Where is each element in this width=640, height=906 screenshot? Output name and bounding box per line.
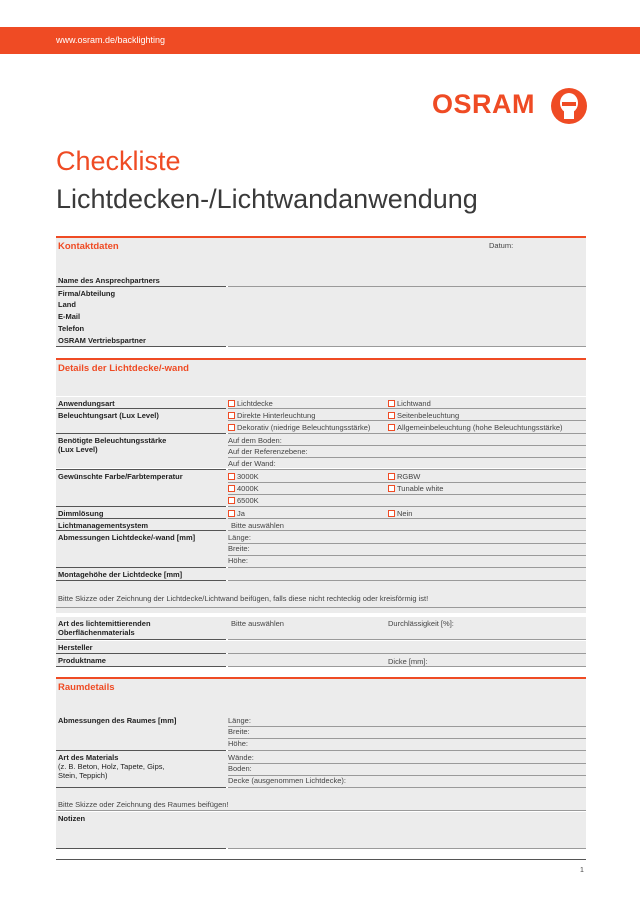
material-row: Art des lichtemittierenden Oberflächenmaterials Bitte auswählen Durchlässigkeit [%]: (56, 617, 586, 639)
material-boden[interactable]: Boden: (228, 764, 252, 773)
field-name[interactable]: Name des Ansprechpartners (56, 274, 586, 286)
raum-material-row: Art des Materials (z. B. Beton, Holz, Tapete, Gips, Stein, Teppich) Wände: Boden: Decke (ausgenommen Lichtdecke): (56, 751, 586, 787)
option-dekorativ[interactable]: Dekorativ (niedrige Beleuchtungsstärke) (228, 423, 370, 432)
produkt-row: Produktname Dicke [mm]: (56, 654, 586, 666)
checkbox-icon[interactable] (388, 412, 395, 419)
top-bar (0, 27, 640, 54)
title-checkliste: Checkliste (56, 146, 181, 176)
dimm-row: Dimmlösung Ja Nein (56, 507, 586, 519)
checkbox-icon[interactable] (228, 400, 235, 407)
title-subject: Lichtdecken-/Lichtwandanwendung (56, 184, 478, 214)
farbe-row: Gewünschte Farbe/Farbtemperatur 3000K RGBW 4000K Tunable white 6500K (56, 470, 586, 506)
bulb-logo-icon (550, 86, 588, 126)
material-select[interactable]: Bitte auswählen (231, 619, 284, 628)
kontakt-heading: Kontaktdaten (58, 241, 119, 252)
durchlaessigkeit-field[interactable]: Durchlässigkeit [%]: (388, 619, 454, 628)
checkbox-icon[interactable] (388, 424, 395, 431)
details-heading: Details der Lichtdecke/-wand (58, 363, 189, 374)
abm-breite[interactable]: Breite: (228, 544, 250, 553)
option-nein[interactable]: Nein (388, 509, 412, 518)
option-ja[interactable]: Ja (228, 509, 245, 518)
abm-laenge[interactable]: Länge: (228, 533, 251, 542)
material-decke[interactable]: Decke (ausgenommen Lichtdecke): (228, 776, 346, 785)
field-vertriebspartner[interactable]: OSRAM Vertriebspartner (56, 334, 586, 346)
checkbox-icon[interactable] (388, 485, 395, 492)
field-firma[interactable]: Firma/Abteilung (56, 287, 586, 299)
option-tunable[interactable]: Tunable white (388, 484, 443, 493)
beleuchtungsart-row: Beleuchtungsart (Lux Level) Direkte Hinterleuchtung Seitenbeleuchtung Dekorativ (niedrige Beleuchtungsstärke) Allgemeinbeleuchtung (hohe Beleuchtungsstärke) (56, 409, 586, 433)
details-note: Bitte Skizze oder Zeichnung der Lichtdecke/Lichtwand beifügen, falls diese nicht rechteckig oder kreisförmig ist! (58, 594, 429, 603)
raum-breite[interactable]: Breite: (228, 727, 250, 736)
lms-select[interactable]: Bitte auswählen (231, 521, 284, 530)
option-rgbw[interactable]: RGBW (388, 472, 420, 481)
datum-label: Datum: (489, 241, 514, 250)
raum-heading: Raumdetails (58, 682, 115, 693)
raum-note: Bitte Skizze oder Zeichnung des Raumes beifügen! (58, 800, 229, 809)
field-email[interactable]: E-Mail (56, 310, 586, 322)
option-direkt[interactable]: Direkte Hinterleuchtung (228, 411, 315, 420)
checkbox-icon[interactable] (228, 497, 235, 504)
abmessungen-row: Abmessungen Lichtdecke/-wand [mm] Länge: Breite: Höhe: (56, 531, 586, 567)
raum-laenge[interactable]: Länge: (228, 716, 251, 725)
staerke-referenz[interactable]: Auf der Referenzebene: (228, 447, 308, 456)
page-number: 1 (580, 867, 584, 874)
montage-row[interactable]: Montagehöhe der Lichtdecke [mm] (56, 568, 586, 580)
option-6500k[interactable]: 6500K (228, 496, 259, 505)
raum-header-panel (56, 679, 586, 715)
option-3000k[interactable]: 3000K (228, 472, 259, 481)
abm-hoehe[interactable]: Höhe: (228, 556, 249, 565)
dicke-field[interactable]: Dicke [mm]: (388, 657, 428, 666)
logo-text: OSRAM (432, 89, 535, 119)
checkbox-icon[interactable] (228, 485, 235, 492)
checkbox-icon[interactable] (228, 424, 235, 431)
osram-logo (432, 86, 588, 126)
field-telefon[interactable]: Telefon (56, 322, 586, 334)
checkbox-icon[interactable] (228, 510, 235, 517)
material-waende[interactable]: Wände: (228, 753, 254, 762)
lms-row: Lichtmanagementsystem Bitte auswählen (56, 519, 586, 531)
field-land[interactable]: Land (56, 298, 586, 310)
anwendungsart-row: Anwendungsart Lichtdecke Lichtwand (56, 397, 586, 409)
footer-divider (56, 859, 586, 860)
header-url[interactable]: www.osram.de/backlighting (56, 35, 166, 45)
staerke-wand[interactable]: Auf der Wand: (228, 459, 276, 468)
option-4000k[interactable]: 4000K (228, 484, 259, 493)
option-lichtwand[interactable]: Lichtwand (388, 399, 431, 408)
hersteller-row[interactable]: Hersteller (56, 641, 586, 653)
option-lichtdecke[interactable]: Lichtdecke (228, 399, 273, 408)
checkbox-icon[interactable] (388, 473, 395, 480)
checkbox-icon[interactable] (388, 400, 395, 407)
staerke-row: Benötigte Beleuchtungsstärke (Lux Level) Auf dem Boden: Auf der Referenzebene: Auf der Wand: (56, 434, 586, 468)
option-allgemein[interactable]: Allgemeinbeleuchtung (hohe Beleuchtungsstärke) (388, 423, 563, 432)
staerke-boden[interactable]: Auf dem Boden: (228, 436, 282, 445)
raum-hoehe[interactable]: Höhe: (228, 739, 249, 748)
checkbox-icon[interactable] (388, 510, 395, 517)
raum-abm-row: Abmessungen des Raumes [mm] Länge: Breite: Höhe: (56, 714, 586, 750)
checkbox-icon[interactable] (228, 473, 235, 480)
checkbox-icon[interactable] (228, 412, 235, 419)
option-seiten[interactable]: Seitenbeleuchtung (388, 411, 459, 420)
notizen-row[interactable]: Notizen (56, 812, 586, 848)
